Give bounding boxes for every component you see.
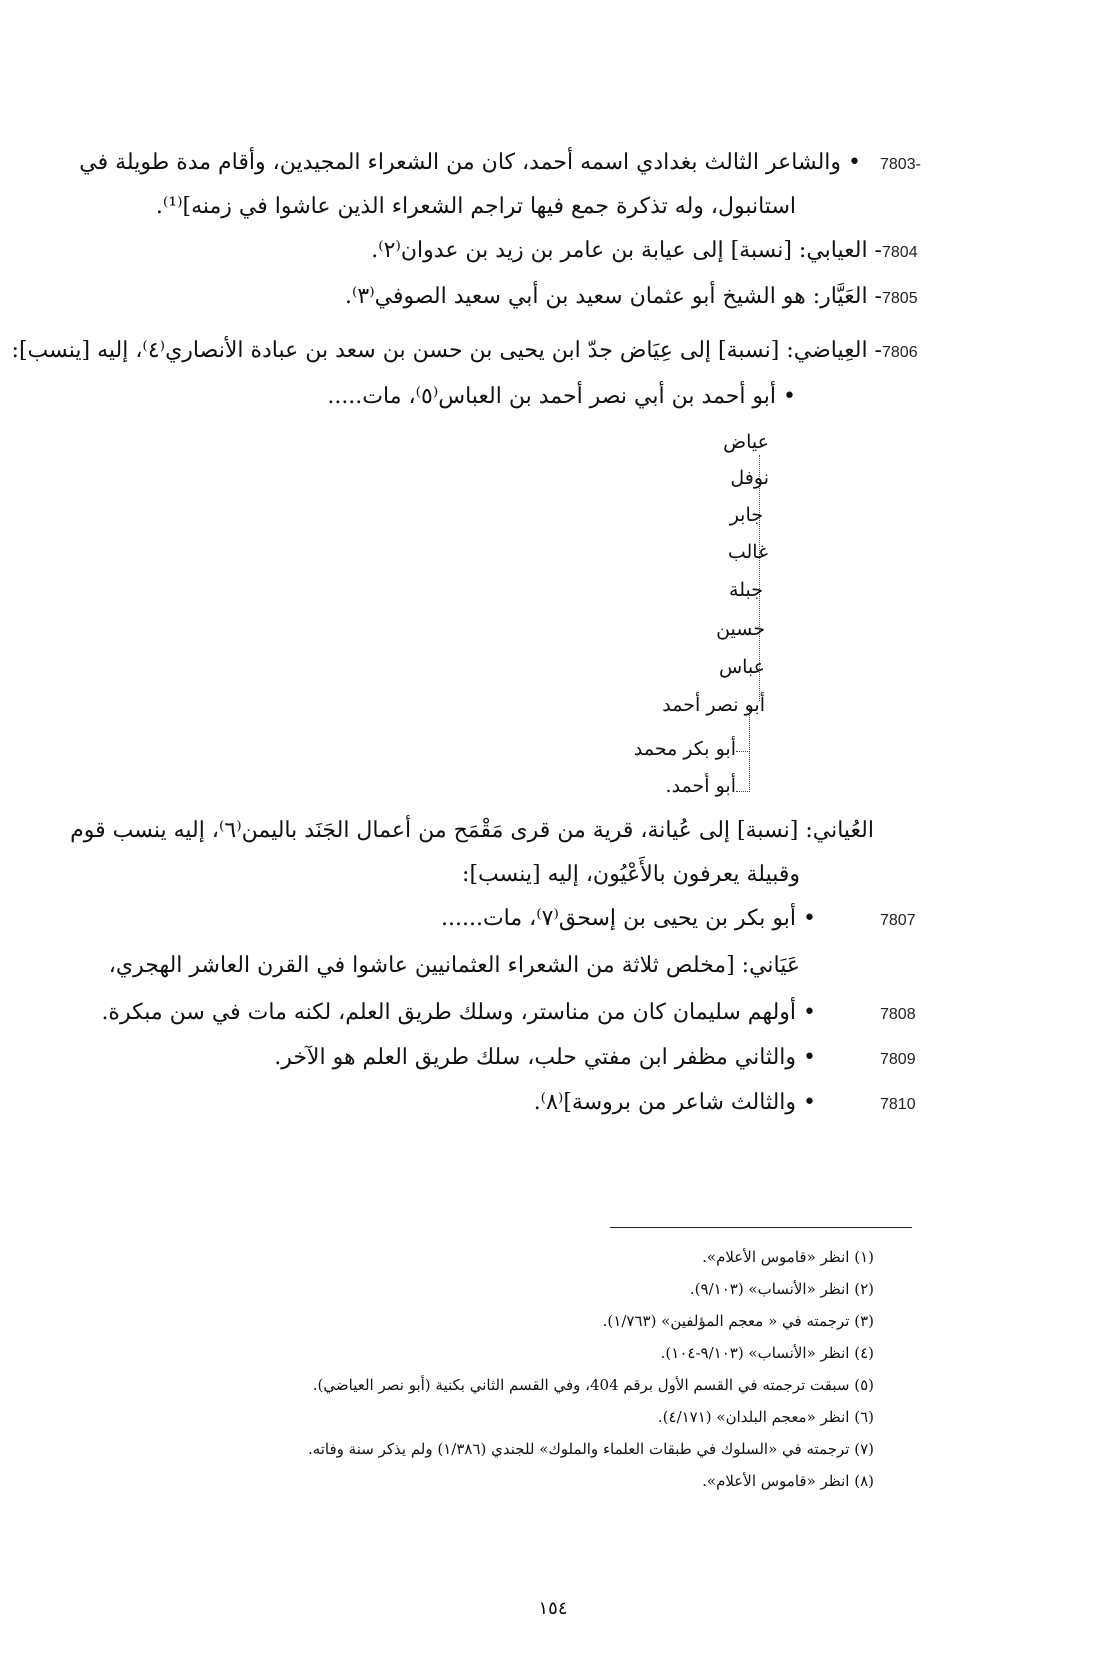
entry-number-7808: 7808 — [880, 1006, 916, 1023]
tree-node-jabir: جابر — [729, 504, 763, 526]
tree-branch-line — [749, 708, 750, 792]
tree-node-abbas: عباس — [718, 656, 765, 678]
footnote-7: (٧) ترجمته في «السلوك في طبقات العلماء والملوك» للجندي (١/٣٨٦) ولم يذكر سنة وفاته. — [307, 1440, 874, 1458]
entry-7803-line-2: استانبول، وله تذكرة جمع فيها تراجم الشعراء الذين عاشوا في زمنه]⁽¹⁾. — [155, 194, 796, 219]
entry-7807-text: • أبو بكر بن يحيى بن إسحق⁽٧⁾، مات...... — [441, 906, 816, 931]
tree-node-abu-bakr-muhammad: أبو بكر محمد — [633, 738, 736, 760]
page-number: ١٥٤ — [538, 1598, 568, 1619]
entry-7809-text: • والثاني مظفر ابن مفتي حلب، سلك طريق العلم هو الآخر. — [274, 1045, 816, 1070]
tree-branch-connector-2 — [736, 791, 750, 792]
tree-node-jabala: جبلة — [729, 579, 763, 601]
entry-7805-text: - العَيَّار: هو الشيخ أبو عثمان سعيد بن أبي سعيد الصوفي⁽٣⁾. — [344, 284, 882, 309]
entry-7806-line-2: • أبو أحمد بن أبي نصر أحمد بن العباس⁽٥⁾، مات..... — [327, 384, 796, 409]
ayani-heading: عَيَاني: [مخلص ثلاثة من الشعراء العثمانيين عاشوا في القرن العاشر الهجري، — [108, 953, 800, 978]
entry-7803-line-1: • والشاعر الثالث بغدادي اسمه أحمد، كان من الشعراء المجيدين، وأقام مدة طويلة في — [79, 150, 861, 175]
footnote-1: (١) انظر «قاموس الأعلام». — [702, 1248, 874, 1266]
entry-number-7807: 7807 — [880, 912, 916, 929]
tree-node-ghalib: غالب — [727, 541, 768, 563]
entry-number-7803: 7803- — [880, 156, 921, 173]
footnote-6: (٦) انظر «معجم البلدان» (٤/١٧١). — [657, 1408, 874, 1426]
entry-7804-text: - العيابي: [نسبة] إلى عيابة بن عامر بن زيد بن عدوان⁽٢⁾. — [371, 238, 882, 263]
tree-node-nawfal: نوفل — [730, 467, 769, 489]
footnote-4: (٤) انظر «الأنساب» (٩/١٠٣-١٠٤). — [660, 1344, 874, 1362]
tree-branch-connector-1 — [736, 751, 750, 752]
entry-7808-text: • أولهم سليمان كان من مناستر، وسلك طريق العلم، لكنه مات في سن مبكرة. — [101, 1000, 816, 1025]
entry-number-7810: 7810 — [880, 1096, 916, 1113]
tree-node-abu-nasr-ahmad: أبو نصر أحمد — [662, 694, 765, 716]
tree-node-husayn: حسين — [716, 618, 765, 640]
entry-number-7805: 7805 — [882, 290, 918, 307]
entry-7810-text: • والثالث شاعر من بروسة]⁽٨⁾. — [533, 1090, 816, 1115]
footnote-2: (٢) انظر «الأنساب» (٩/١٠٣). — [689, 1280, 874, 1298]
entry-number-7809: 7809 — [880, 1051, 916, 1068]
tree-node-ayad: عياض — [723, 431, 769, 453]
tree-node-abu-ahmad: أبو أحمد. — [665, 775, 736, 797]
footnote-8: (٨) انظر «قاموس الأعلام». — [702, 1472, 874, 1490]
aiyani-line-1: العُياني: [نسبة] إلى عُيانة، قرية من قرى مَقْمَح من أعمال الجَنَد باليمن⁽٦⁾، إليه ينسب قوم — [70, 818, 874, 843]
footnote-3: (٣) ترجمته في « معجم المؤلفين» (١/٧٦٣). — [602, 1312, 874, 1330]
aiyani-line-2: وقبيلة يعرفون بالأَعْيُون، إليه [ينسب]: — [462, 862, 800, 887]
entry-number-7804: 7804 — [882, 244, 918, 261]
footnote-5: (٥) سبقت ترجمته في القسم الأول برقم 404، وفي القسم الثاني بكنية (أبو نصر العياضي). — [312, 1376, 874, 1394]
entry-number-7806: 7806 — [882, 344, 918, 361]
entry-7806-line-1: - العِياضي: [نسبة] إلى عِيَاض جدّ ابن يحيى بن حسن بن سعد بن عبادة الأنصاري⁽٤⁾، إليه [ينسب]: — [11, 338, 882, 363]
footnote-separator — [610, 1227, 912, 1228]
